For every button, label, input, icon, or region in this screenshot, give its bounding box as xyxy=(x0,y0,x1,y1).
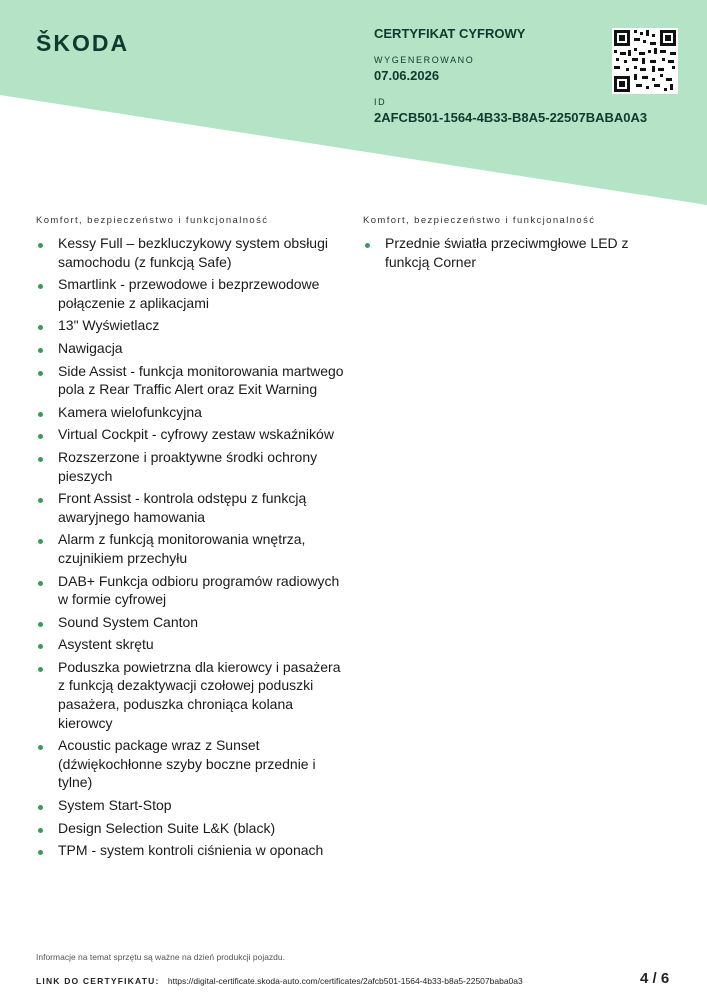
feature-text: Virtual Cockpit - cyfrowy zestaw wskaźników xyxy=(58,426,334,443)
list-item xyxy=(36,819,346,838)
feature-text: Poduszka powietrzna dla kierowcy i pasażera z funkcją dezaktywacji czołowej poduszki pasażera, poduszka chroniąca kolana kierowcy xyxy=(58,658,341,731)
bullet-icon xyxy=(38,667,43,672)
page-number: 4 / 6 xyxy=(640,970,670,987)
feature-text: Nawigacja xyxy=(58,339,123,356)
feature-text: Kamera wielofunkcyjna xyxy=(58,403,202,420)
list-item xyxy=(36,448,346,485)
feature-list xyxy=(36,234,346,860)
feature-text: TPM - system kontroli ciśnienia w oponach xyxy=(58,842,324,859)
bullet-icon xyxy=(38,745,43,750)
feature-list xyxy=(363,234,673,271)
id-label: ID xyxy=(374,97,387,107)
list-item xyxy=(36,425,346,444)
list-item xyxy=(36,736,346,792)
feature-text: Design Selection Suite L&K (black) xyxy=(58,819,276,836)
feature-text: Acoustic package wraz z Sunset (dźwiękochłonne szyby boczne przednie i tylne) xyxy=(58,737,316,791)
feature-text: Kessy Full – bezkluczykowy system obsługi samochodu (z funkcją Safe) xyxy=(58,235,328,270)
feature-text: 13" Wyświetlacz xyxy=(58,317,160,334)
bullet-icon xyxy=(38,371,43,376)
list-item xyxy=(36,316,346,335)
bullet-icon xyxy=(365,243,370,248)
list-item xyxy=(36,613,346,632)
list-item xyxy=(36,489,346,526)
certificate-info xyxy=(374,26,647,139)
list-item xyxy=(36,658,346,732)
generated-date: 07.06.2026 xyxy=(374,68,440,83)
list-item xyxy=(36,635,346,654)
bullet-icon xyxy=(38,805,43,810)
left-column xyxy=(36,215,346,864)
feature-text: System Start-Stop xyxy=(58,797,172,814)
feature-text: Sound System Canton xyxy=(58,613,199,630)
feature-text: Smartlink - przewodowe i bezprzewodowe połączenie z aplikacjami xyxy=(58,276,320,311)
list-item xyxy=(36,530,346,567)
section-title: Komfort, bezpieczeństwo i funkcjonalność xyxy=(36,215,269,226)
feature-text: Przednie światła przeciwmgłowe LED z funkcją Corner xyxy=(385,235,629,270)
qr-code-icon[interactable] xyxy=(612,28,678,94)
footer-note: Informacje na temat sprzętu są ważne na dzień produkcji pojazdu. xyxy=(36,952,285,962)
bullet-icon xyxy=(38,539,43,544)
certificate-link[interactable] xyxy=(36,976,523,986)
list-item xyxy=(36,234,346,271)
bullet-icon xyxy=(38,644,43,649)
bullet-icon xyxy=(38,581,43,586)
bullet-icon xyxy=(38,828,43,833)
feature-text: DAB+ Funkcja odbioru programów radiowych w formie cyfrowej xyxy=(58,572,340,608)
certificate-link-label: LINK DO CERTYFIKATU: xyxy=(36,976,160,986)
list-item xyxy=(36,572,346,609)
feature-text: Front Assist - kontrola odstępu z funkcją awaryjnego hamowania xyxy=(58,490,307,525)
bullet-icon xyxy=(38,434,43,439)
bullet-icon xyxy=(38,325,43,330)
skoda-logo: ŠKODA xyxy=(36,30,130,56)
list-item xyxy=(36,339,346,358)
list-item xyxy=(36,275,346,312)
bullet-icon xyxy=(38,498,43,503)
bullet-icon xyxy=(38,348,43,353)
bullet-icon xyxy=(38,412,43,417)
generated-label: WYGENEROWANO xyxy=(374,55,475,65)
list-item xyxy=(363,234,673,271)
list-item xyxy=(36,796,346,815)
bullet-icon xyxy=(38,284,43,289)
certificate-link-url[interactable]: https://digital-certificate.skoda-auto.com/certificates/2afcb501-1564-4b33-b8a5-22507baba0a3 xyxy=(167,976,523,986)
list-item xyxy=(36,841,346,860)
bullet-icon xyxy=(38,850,43,855)
certificate-title: CERTYFIKAT CYFROWY xyxy=(374,26,526,41)
section-title: Komfort, bezpieczeństwo i funkcjonalność xyxy=(363,215,596,226)
bullet-icon xyxy=(38,243,43,248)
feature-text: Asystent skrętu xyxy=(58,636,154,653)
list-item xyxy=(36,362,346,399)
bullet-icon xyxy=(38,622,43,627)
id-value: 2AFCB501-1564-4B33-B8A5-22507BABA0A3 xyxy=(374,110,648,125)
bullet-icon xyxy=(38,457,43,462)
feature-text: Side Assist - funkcja monitorowania martwego pola z Rear Traffic Alert oraz Exit Warning xyxy=(58,362,344,398)
right-column xyxy=(363,215,673,275)
feature-text: Rozszerzone i proaktywne środki ochrony pieszych xyxy=(58,448,318,484)
list-item xyxy=(36,403,346,422)
feature-text: Alarm z funkcją monitorowania wnętrza, czujnikiem przechyłu xyxy=(58,531,306,566)
